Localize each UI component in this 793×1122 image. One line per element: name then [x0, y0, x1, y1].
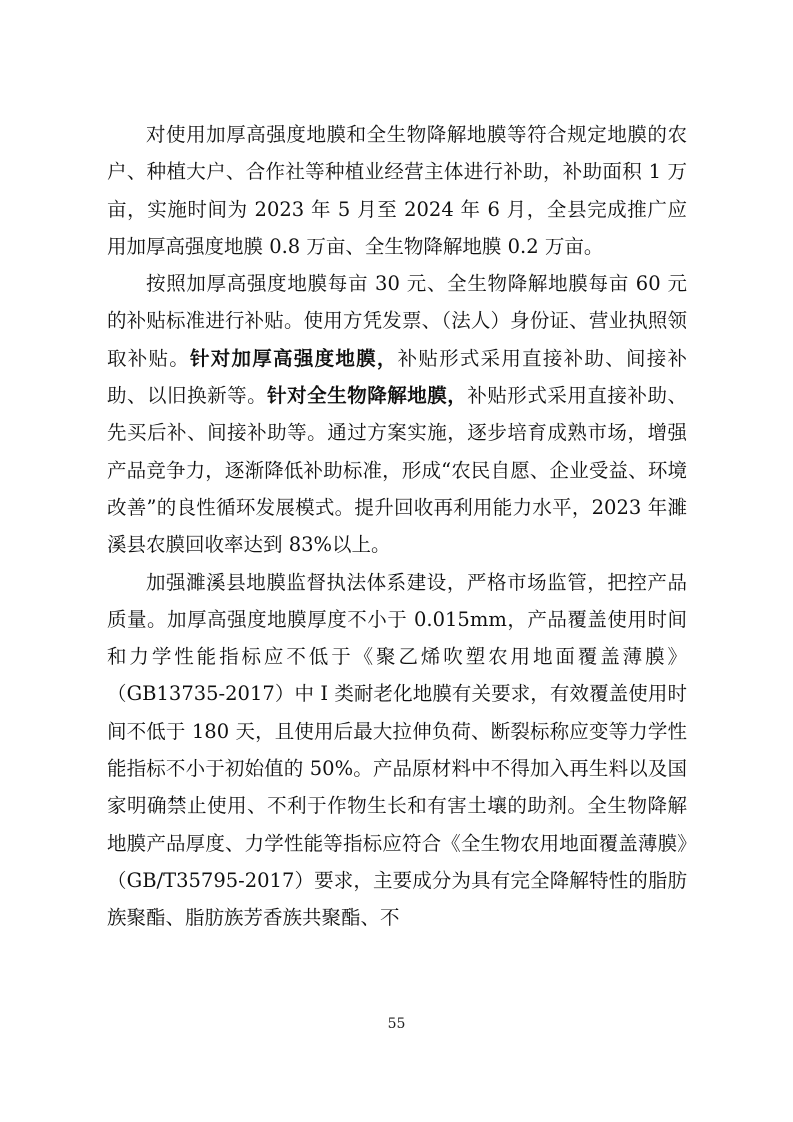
paragraph-text: 对使用加厚高强度地膜和全生物降解地膜等符合规定地膜的农户、种植大户、合作社等种植业经营主体进行补助，补助面积 1 万亩，实施时间为 2023 年 5 月至 2024 年 6 月，全县完成推广应用加厚高强度地膜 0.8 万亩、全生物降解地膜 0.2 万亩。 [107, 123, 687, 258]
page-number: 55 [387, 1016, 406, 1032]
paragraph-subsidy-scope [107, 116, 687, 265]
paragraph-text: 加强濉溪县地膜监督执法体系建设，严格市场监管，把控产品质量。加厚高强度地膜厚度不小于 0.015mm，产品覆盖使用时间和力学性能指标应不低于《聚乙烯吹塑农用地面覆盖薄膜》（GB13735-2017）中 I 类耐老化地膜有关要求，有效覆盖使用时间不低于 180 天，且使用后最大拉伸负荷、断裂标称应变等力学性能指标不小于初始值的 50%。产品原材料中不得加入再生料以及国家明确禁止使用、不利于作物生长和有害土壤的助剂。全生物降解地膜产品厚度、力学性能等指标应符合《全生物农用地面覆盖薄膜》（GB/T35795-2017）要求，主要成分为具有完全降解特性的脂肪族聚酯、脂肪族芳香族共聚酯、不 [107, 570, 687, 930]
document-body [107, 116, 687, 937]
paragraph-text: 按照加厚高强度地膜每亩 30 元、全生物降解地膜每亩 60 元的补贴标准进行补贴。使用方凭发票、（法人）身份证、营业执照领取补贴。 [107, 272, 687, 370]
bold-heading-biodegradable-film: 针对全生物降解地膜， [267, 384, 468, 408]
paragraph-text: 补贴形式采用直接补助、间接补助、以旧换新等。 [107, 346, 687, 408]
bold-heading-thick-film: 针对加厚高强度地膜， [190, 346, 398, 370]
paragraph-text: 补贴形式采用直接补助、先买后补、间接补助等。通过方案实施，逐步培育成熟市场，增强产品竞争力，逐渐降低补助标准，形成“农民自愿、企业受益、环境改善”的良性循环发展模式。提升回收再利用能力水平，2023 年濉溪县农膜回收率达到 83%以上。 [107, 384, 687, 557]
paragraph-subsidy-standard [107, 265, 687, 563]
paragraph-supervision [107, 564, 687, 937]
